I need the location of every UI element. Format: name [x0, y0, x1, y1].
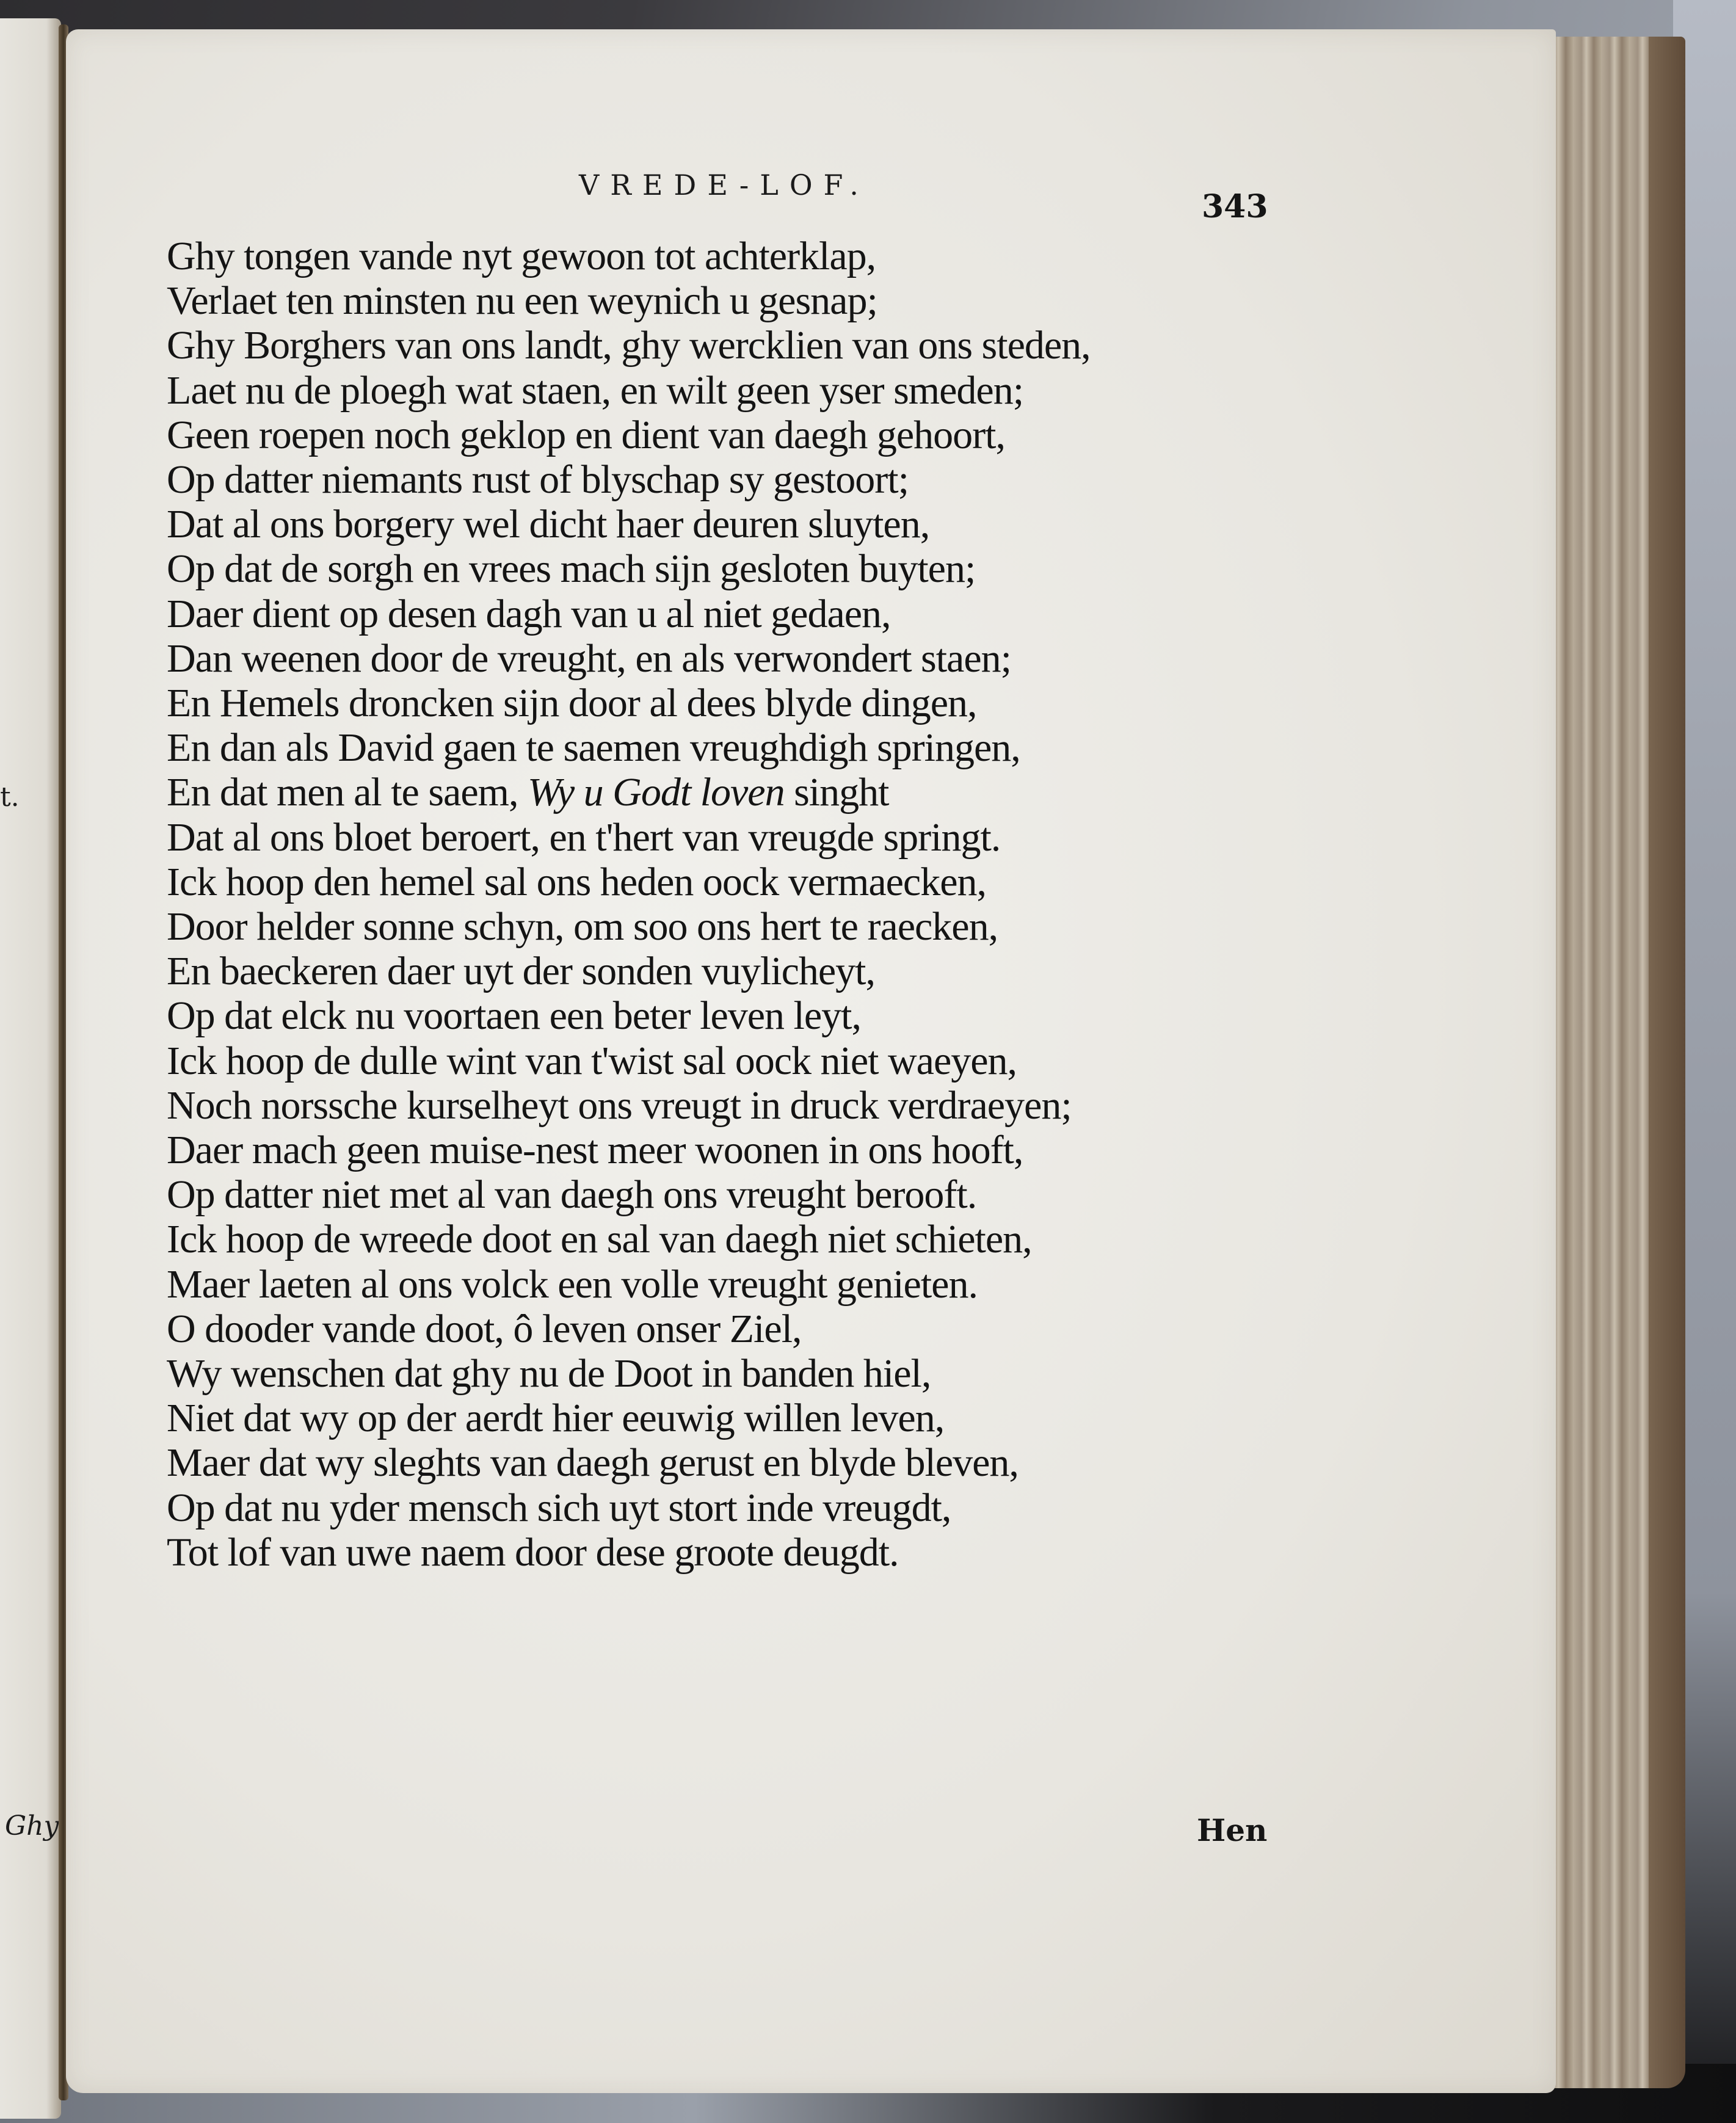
verse-line: Dan weenen door de vreught, en als verwondert staen;	[167, 636, 1011, 681]
left-margin-fragment: t.	[0, 782, 20, 813]
verse-line: Dat al ons bloet beroert, en t'hert van vreugde springt.	[167, 815, 1001, 860]
verse-line: En baeckeren daer uyt der sonden vuylicheyt,	[167, 949, 876, 994]
verse-line: Maer dat wy sleghts van daegh gerust en blyde bleven,	[167, 1440, 1019, 1486]
verse-line: En Hemels droncken sijn door al dees blyde dingen,	[167, 681, 977, 726]
running-head: VREDE-LOF.	[579, 169, 870, 201]
left-page-edge	[0, 18, 61, 2119]
verse-line: Verlaet ten minsten nu een weynich u gesnap;	[167, 278, 877, 324]
page-fore-edge	[1545, 37, 1685, 2088]
book-cover-board	[1649, 37, 1685, 2088]
left-catchword-fragment: Ghy	[5, 1810, 59, 1842]
verse-line: Ghy tongen vande nyt gewoon tot achterklap,	[167, 234, 876, 278]
verse-line	[167, 770, 1388, 815]
verse-line: O dooder vande doot, ô leven onser Ziel,	[167, 1306, 802, 1351]
verse-line: Ick hoop den hemel sal ons heden oock vermaecken,	[167, 859, 986, 904]
verse-line: Ick hoop de wreede doot en sal van daegh niet schieten,	[167, 1217, 1032, 1262]
verse-line: Tot lof van uwe naem door dese groote deugdt.	[167, 1530, 899, 1575]
verse-line: En dan als David gaen te saemen vreughdigh springen,	[167, 725, 1020, 771]
verse-line: Dat al ons borgery wel dicht haer deuren sluyten,	[167, 502, 930, 547]
verse-line: Wy wenschen dat ghy nu de Doot in banden hiel,	[167, 1351, 931, 1396]
verse-line: Ick hoop de dulle wint van t'wist sal oock niet waeyen,	[167, 1038, 1017, 1083]
catchword: Hen	[1197, 1812, 1268, 1848]
verse-line-roman: En dat men al te saem,	[167, 770, 518, 815]
verse-line: Door helder sonne schyn, om soo ons hert te raecken,	[167, 904, 998, 949]
book-page	[66, 29, 1556, 2093]
verse-line: Maer laeten al ons volck een volle vreught genieten.	[167, 1261, 978, 1307]
poem-text	[167, 234, 1388, 1575]
verse-line: Geen roepen noch geklop en dient van daegh gehoort,	[167, 412, 1005, 457]
verse-line: Laet nu de ploegh wat staen, en wilt geen yser smeden;	[167, 368, 1024, 413]
verse-line: Op dat elck nu voortaen een beter leven leyt,	[167, 993, 862, 1039]
verse-line: Op datter niet met al van daegh ons vreught berooft.	[167, 1172, 977, 1218]
verse-line: Ghy Borghers van ons landt, ghy wercklien van ons steden,	[167, 323, 1091, 368]
verse-line: Noch norssche kurselheyt ons vreugt in druck verdraeyen;	[167, 1083, 1072, 1128]
verse-line: Op dat nu yder mensch sich uyt stort inde vreugdt,	[167, 1485, 951, 1530]
verse-line: Daer dient op desen dagh van u al niet gedaen,	[167, 591, 891, 636]
page-number: 343	[1202, 188, 1268, 225]
verse-line-italic-quote: Wy u Godt loven	[527, 770, 785, 815]
verse-line: Daer mach geen muise-nest meer woonen in ons hooft,	[167, 1128, 1023, 1173]
verse-line: Op dat de sorgh en vrees mach sijn gesloten buyten;	[167, 546, 976, 592]
verse-line: Niet dat wy op der aerdt hier eeuwig willen leven,	[167, 1396, 945, 1441]
verse-line: Op datter niemants rust of blyschap sy gestoort;	[167, 457, 909, 503]
verse-line-roman-end: singht	[794, 770, 889, 815]
